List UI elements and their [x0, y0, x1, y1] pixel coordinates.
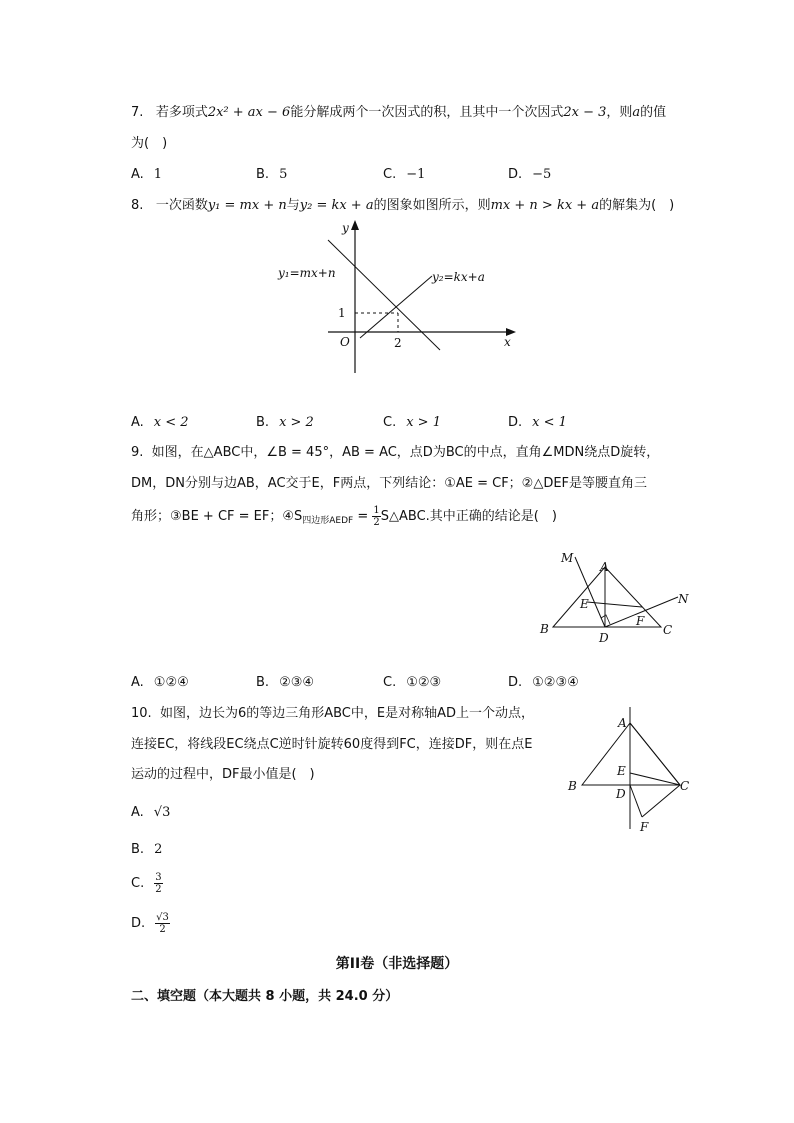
label-y1: y₁=mx+n [278, 266, 336, 280]
q8-option-b[interactable]: B. x > 2 [256, 415, 314, 430]
line-y2 [360, 276, 432, 338]
label-f: F [640, 820, 649, 834]
label-d: D [599, 631, 609, 645]
label-d: D [616, 787, 626, 801]
label-c: C [680, 779, 690, 793]
q8-stem: 8. 一次函数y₁ = mx + n与y₂ = kx + a的图象如图所示，则mx + n > kx + a的解集为( ) [131, 198, 675, 213]
label-f: F [636, 614, 645, 628]
q9-triangle-figure [535, 545, 695, 650]
q9-stem-line3: 角形；③BE + CF = EF；$④S_{四边形AEDF}$ = $\frac{1}{2}$ S△ABC.其中正确的结论是( ) [131, 505, 557, 528]
q10-option-c[interactable]: C. $\frac{3}{2}$ [131, 872, 162, 895]
triangle-abc [582, 723, 680, 785]
segment-df [630, 785, 642, 817]
q10-stem-line3: 运动的过程中，DF最小值是( ) [131, 767, 315, 782]
origin-label: O [340, 335, 350, 349]
q9-option-b[interactable]: B. ②③④ [256, 675, 315, 690]
q10-option-a[interactable]: A. √3 [131, 805, 171, 820]
label-b: B [568, 779, 577, 793]
q9-option-c[interactable]: C. ①②③ [383, 675, 442, 690]
y-axis-arrow-icon [351, 220, 359, 230]
q10-option-c-fraction: $\frac{3}{2}$ [155, 872, 162, 895]
label-c: C [663, 623, 673, 637]
q8-option-d[interactable]: D. x < 1 [508, 415, 567, 430]
q9-option-a[interactable]: A. ①②④ [131, 675, 189, 690]
section-subtitle: 二、填空题（本大题共 8 小题，共 24.0 分） [131, 989, 399, 1004]
line-y1 [328, 240, 440, 350]
q7-option-a[interactable]: A. 1 [131, 167, 163, 182]
axis-label-x: x [504, 335, 511, 349]
q9-fraction: $\frac{1}{2}$ [373, 505, 380, 528]
label-n: N [678, 592, 689, 606]
segment-ec [630, 773, 680, 785]
q8-option-c[interactable]: C. x > 1 [383, 415, 441, 430]
label-e: E [580, 597, 589, 611]
section-title: 第II卷（非选择题） [335, 956, 459, 972]
tick-label-y: 1 [338, 306, 346, 320]
q10-triangle-figure [560, 705, 700, 837]
q9-stem-line2: DM，DN分别与边AB，AC交于E，F两点，下列结论：①AE = CF；②△DEF是等腰直角三 [131, 476, 648, 491]
q8-option-a[interactable]: A. x < 2 [131, 415, 189, 430]
segment-ac [630, 723, 680, 785]
label-b: B [540, 622, 549, 636]
q10-option-d-fraction: $\frac{√3}{2}$ [156, 912, 169, 935]
q8-graph-figure [270, 218, 530, 378]
label-m: M [561, 551, 574, 565]
q7-stem: 7. 若多项式2x² + ax − 6能分解成两个一次因式的积，且其中一个次因式2x − 3，则a的值 [131, 105, 667, 120]
label-y2: y₂=kx+a [432, 270, 485, 284]
q10-option-b[interactable]: B. 2 [131, 842, 163, 857]
tick-label-x: 2 [394, 336, 402, 350]
q7-stem-line2: 为( ) [131, 136, 168, 151]
axis-label-y: y [342, 221, 349, 235]
q10-option-d[interactable]: D. $\frac{√3}{2}$ [131, 912, 169, 935]
label-e: E [617, 764, 626, 778]
q7-option-c[interactable]: C. −1 [383, 167, 426, 182]
segment-fc [642, 785, 680, 817]
q7-option-b[interactable]: B. 5 [256, 167, 288, 182]
q9-stem-line1: 9. 如图，在△ABC中，∠B = 45°，AB = AC，点D为BC的中点，直角∠MDN绕点D旋转， [131, 445, 660, 460]
label-a: A [618, 716, 627, 730]
q10-stem-line2: 连接EC，将线段EC绕点C逆时针旋转60度得到FC，连接DF，则在点E [131, 737, 533, 752]
label-a: A [600, 560, 609, 574]
q7-option-d[interactable]: D. −5 [508, 167, 552, 182]
q10-stem-line1: 10. 如图，边长为6的等边三角形ABC中，E是对称轴AD上一个动点， [131, 706, 535, 721]
q9-option-d[interactable]: D. ①②③④ [508, 675, 579, 690]
